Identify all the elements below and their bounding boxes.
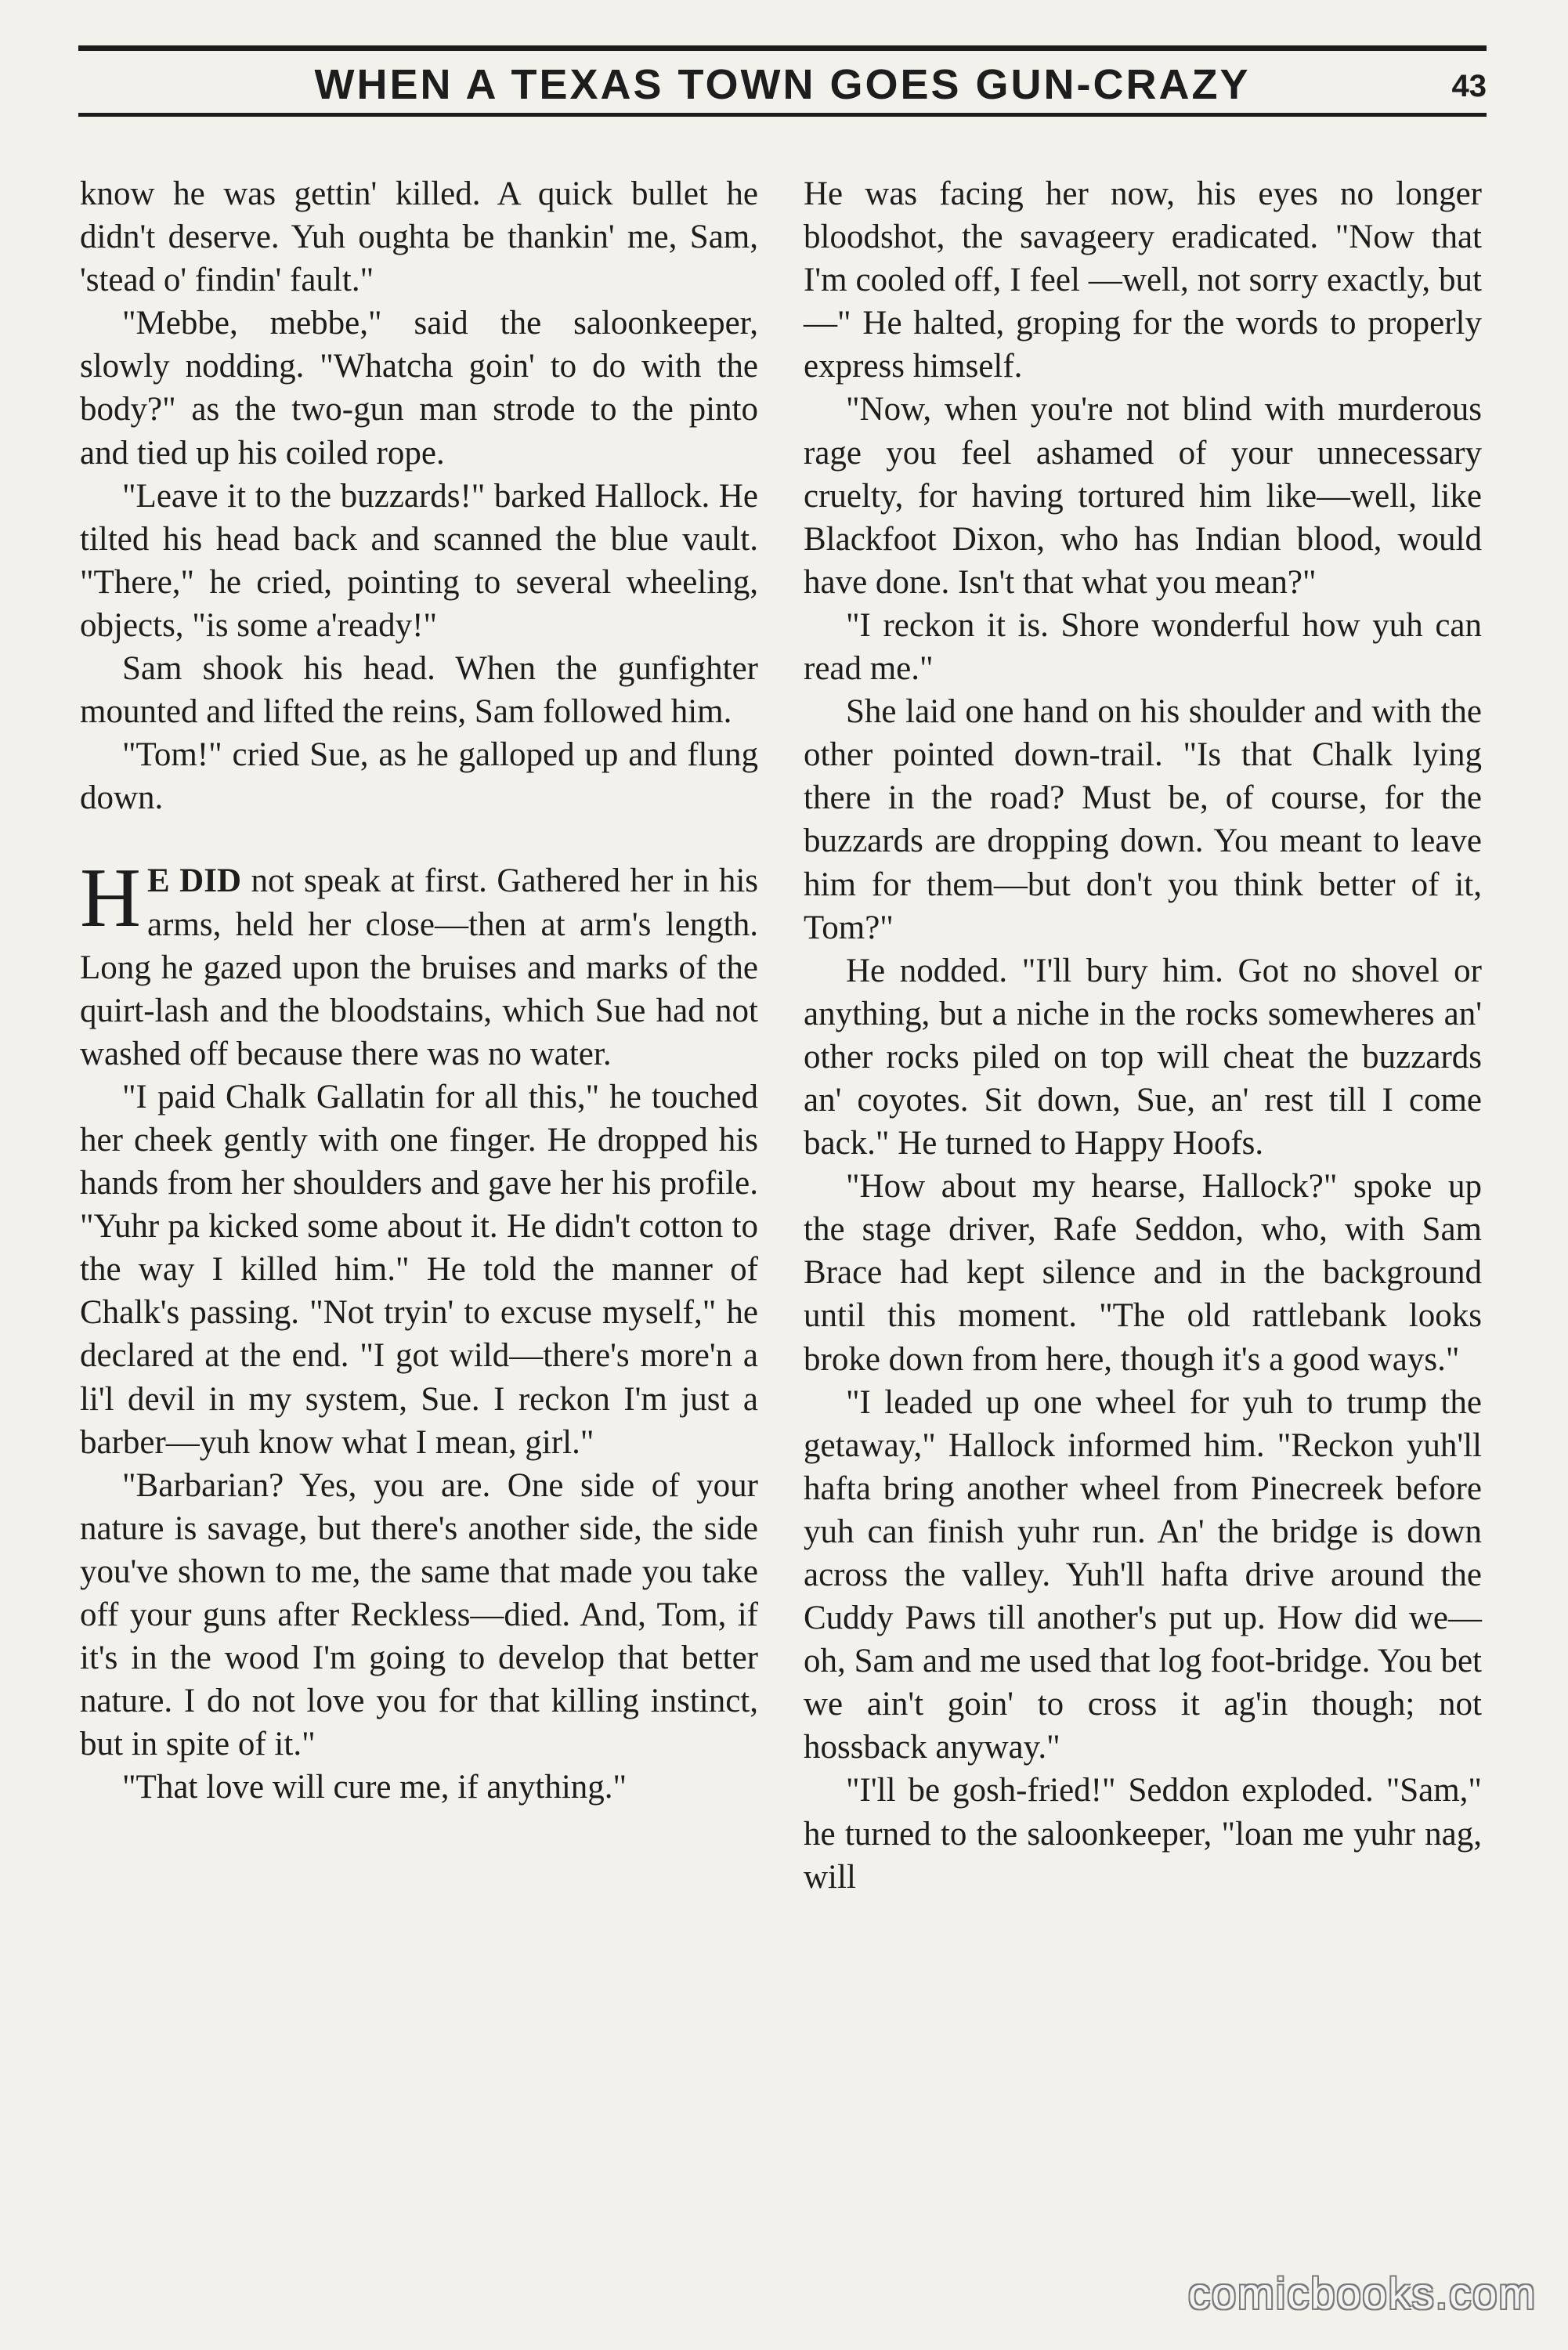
drop-cap: H	[80, 851, 141, 945]
paragraph: He nodded. "I'll bury him. Got no shovel or anything, but a niche in the rocks somewheres an' other rocks piled on top will cheat the buzzards an' coyotes. Sit down, Sue, an' rest till I come back." He turned to Happy Hoofs.	[804, 952, 1482, 1162]
paragraph: "I'll be gosh-fried!" Seddon exploded. "Sam," he turned to the saloonkeeper, "loan me yuhr nag, will	[804, 1772, 1482, 1896]
left-column	[80, 172, 758, 1809]
right-column	[804, 172, 1482, 1899]
header-bottom-rule	[78, 113, 1487, 117]
paragraph: "How about my hearse, Hallock?" spoke up the stage driver, Rafe Seddon, who, with Sam Brace had kept silence and in the background until this moment. "The old rattlebank looks broke down from here, though it's a good ways."	[804, 1168, 1482, 1378]
section-break	[80, 819, 758, 859]
running-title: WHEN A TEXAS TOWN GOES GUN-CRAZY	[314, 61, 1251, 108]
paragraph: She laid one hand on his shoulder and with the other pointed down-trail. "Is that Chalk lying there in the road? Must be, of course, for the buzzards are dropping down. You meant to leave him for them—but don't you think better of it, Tom?"	[804, 693, 1482, 946]
paragraph: "Leave it to the buzzards!" barked Hallock. He tilted his head back and scanned the blue vault. "There," he cried, pointing to several wheeling, objects, "is some a'ready!"	[80, 477, 758, 644]
paragraph: "Barbarian? Yes, you are. One side of your nature is savage, but there's another side, the side you've shown to me, the same that made you take off your guns after Reckless—died. And, Tom, if it's in the wood I'm going to develop that better nature. I do not love you for that killing instinct, but in spite of it."	[80, 1466, 758, 1763]
header-top-rule	[78, 45, 1487, 51]
paragraph: He was facing her now, his eyes no longer bloodshot, the savageery eradicated. "Now that I'm cooled off, I feel —well, not sorry exactly, but—" He halted, groping for the words to properly express himself.	[804, 175, 1482, 385]
section-opening-paragraph	[80, 851, 758, 1075]
paragraph: Sam shook his head. When the gunfighter mounted and lifted the reins, Sam followed him.	[80, 650, 758, 731]
paragraph: "Now, when you're not blind with murderous rage you feel ashamed of your unnecessary cruelty, for having tortured him like—well, like Blackfoot Dixon, who has Indian blood, would have done. Isn't that what you mean?"	[804, 391, 1482, 601]
paragraph: "Tom!" cried Sue, as he galloped up and flung down.	[80, 736, 758, 817]
paragraph: "I leaded up one wheel for yuh to trump the getaway," Hallock informed him. "Reckon yuh'll hafta bring another wheel from Pinecreek before yuh can finish yuhr run. An' the bridge is down across the valley. Yuh'll hafta drive around the Cuddy Paws till another's put up. How did we—oh, Sam and me used that log foot-bridge. You bet we ain't goin' to cross it ag'in though; not hossback anyway."	[804, 1383, 1482, 1766]
paragraph: "I paid Chalk Gallatin for all this," he touched her cheek gently with one finger. He dropped his hands from her shoulders and gave her his profile. "Yuhr pa kicked some about it. He didn't cotton to the way I killed him." He told the manner of Chalk's passing. "Not tryin' to excuse myself," he declared at the end. "I got wild—there's more'n a li'l devil in my system, Sue. I reckon I'm just a barber—yuh know what I mean, girl."	[80, 1078, 758, 1461]
watermark-logo: comicbooks.com	[1187, 2269, 1537, 2318]
section-lead-in: E DID	[147, 862, 242, 900]
paragraph: "Mebbe, mebbe," said the saloonkeeper, slowly nodding. "Whatcha goin' to do with the body?" as the two-gun man strode to the pinto and tied up his coiled rope.	[80, 305, 758, 472]
section-text: not speak at first. Gathered her in his arms, held her close—then at arm's length. Long he gazed upon the bruises and marks of the quirt-lash and the bloodstains, which Sue had not washed off because there was no water.	[80, 862, 758, 1072]
page-number: 43	[1451, 69, 1487, 103]
paragraph: know he was gettin' killed. A quick bullet he didn't deserve. Yuh oughta be thankin' me, Sam, 'stead o' findin' fault."	[80, 175, 758, 299]
paragraph: "I reckon it is. Shore wonderful how yuh can read me."	[804, 606, 1482, 688]
paragraph: "That love will cure me, if anything."	[122, 1769, 627, 1806]
